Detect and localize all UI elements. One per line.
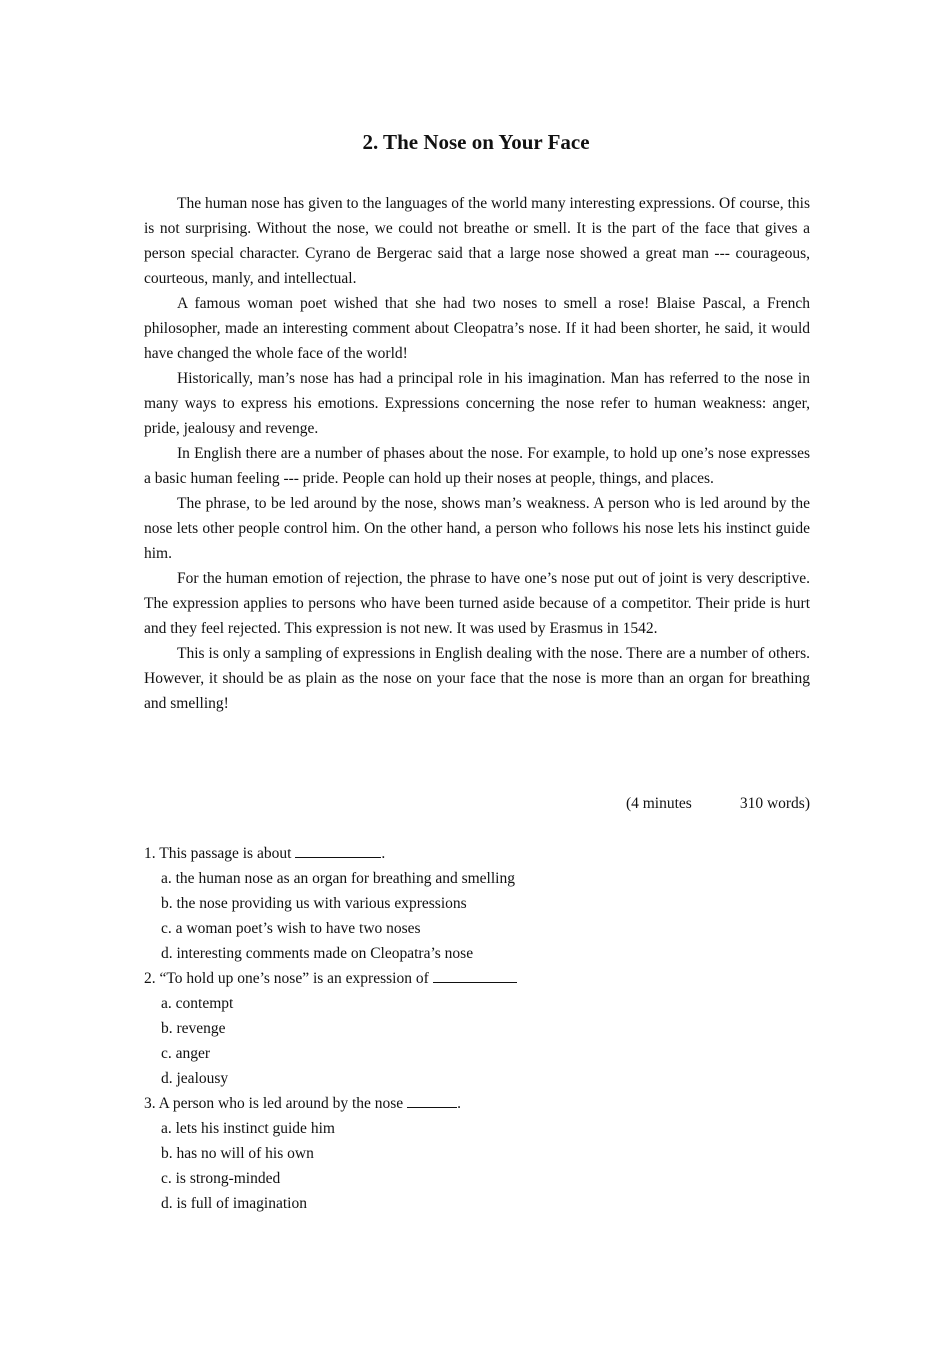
passage-paragraph: Historically, man’s nose has had a principal role in his imagination. Man has referred to the nose in many ways to express his emotions. Expressions concerning the nose refer to human weakness: anger, pride, jealousy and revenge.: [144, 370, 810, 437]
comprehension-questions: [144, 841, 810, 1216]
question-stem-end: .: [457, 1095, 462, 1112]
answer-option[interactable]: a. contempt: [161, 995, 234, 1012]
answer-option[interactable]: a. the human nose as an organ for breathing and smelling: [161, 870, 515, 887]
question-stem-end: .: [381, 845, 386, 862]
question-stem-text: 3. A person who is led around by the nose: [144, 1095, 404, 1112]
question-stem: [144, 1091, 810, 1116]
answer-option[interactable]: b. the nose providing us with various expressions: [161, 895, 467, 912]
passage-paragraph: This is only a sampling of expressions in English dealing with the nose. There are a number of others. However, it should be as plain as the nose on your face that the nose is more than an organ for breathing and smelling!: [144, 645, 810, 712]
question-stem: [144, 841, 810, 866]
passage-paragraph: For the human emotion of rejection, the phrase to have one’s nose put out of joint is very descriptive. The expression applies to persons who have been turned aside because of a competitor. Their pride is hurt and they feel rejected. This expression is not new. It was used by Erasmus in 1542.: [144, 570, 810, 637]
reading-passage: [144, 191, 810, 716]
answer-option[interactable]: b. revenge: [161, 1020, 226, 1037]
question-stem-text: 1. This passage is about: [144, 845, 292, 862]
reading-time-info: [626, 791, 810, 816]
answer-option[interactable]: d. is full of imagination: [161, 1195, 307, 1212]
reading-time-word-count: 310 words): [739, 795, 810, 812]
answer-blank[interactable]: [407, 1092, 457, 1108]
answer-blank[interactable]: [295, 842, 381, 858]
answer-option[interactable]: c. anger: [161, 1045, 211, 1062]
answer-option[interactable]: c. a woman poet’s wish to have two noses: [161, 920, 421, 937]
answer-option[interactable]: a. lets his instinct guide him: [161, 1120, 335, 1137]
question-stem-text: 2. “To hold up one’s nose” is an expression of: [144, 970, 429, 987]
passage-paragraph: In English there are a number of phases about the nose. For example, to hold up one’s nose expresses a basic human feeling --- pride. People can hold up their noses at people, things, and places.: [144, 445, 810, 487]
question-stem: [144, 966, 810, 991]
answer-option[interactable]: b. has no will of his own: [161, 1145, 314, 1162]
page-title: 2. The Nose on Your Face: [362, 130, 590, 154]
answer-options: [144, 991, 810, 1091]
question-2: [144, 966, 810, 1091]
answer-blank[interactable]: [433, 967, 517, 983]
answer-option[interactable]: c. is strong-minded: [161, 1170, 281, 1187]
answer-option[interactable]: d. jealousy: [161, 1070, 229, 1087]
passage-paragraph: The phrase, to be led around by the nose, shows man’s weakness. A person who is led around by the nose lets other people control him. On the other hand, a person who follows his nose lets his instinct guide him.: [144, 495, 810, 562]
answer-options: [144, 1116, 810, 1216]
question-1: [144, 841, 810, 966]
answer-options: [144, 866, 810, 966]
passage-paragraph: The human nose has given to the languages of the world many interesting expressions. Of course, this is not surprising. Without the nose, we could not breathe or smell. It is the part of the face that gives a person special character. Cyrano de Bergerac said that a large nose showed a great man --- courageous, courteous, manly, and intellectual.: [144, 195, 810, 287]
reading-time-minutes: (4 minutes: [625, 795, 692, 812]
answer-option[interactable]: d. interesting comments made on Cleopatra’s nose: [161, 945, 474, 962]
question-3: [144, 1091, 810, 1216]
passage-paragraph: A famous woman poet wished that she had two noses to smell a rose! Blaise Pascal, a French philosopher, made an interesting comment about Cleopatra’s nose. If it had been shorter, he said, it would have changed the whole face of the world!: [144, 295, 810, 362]
